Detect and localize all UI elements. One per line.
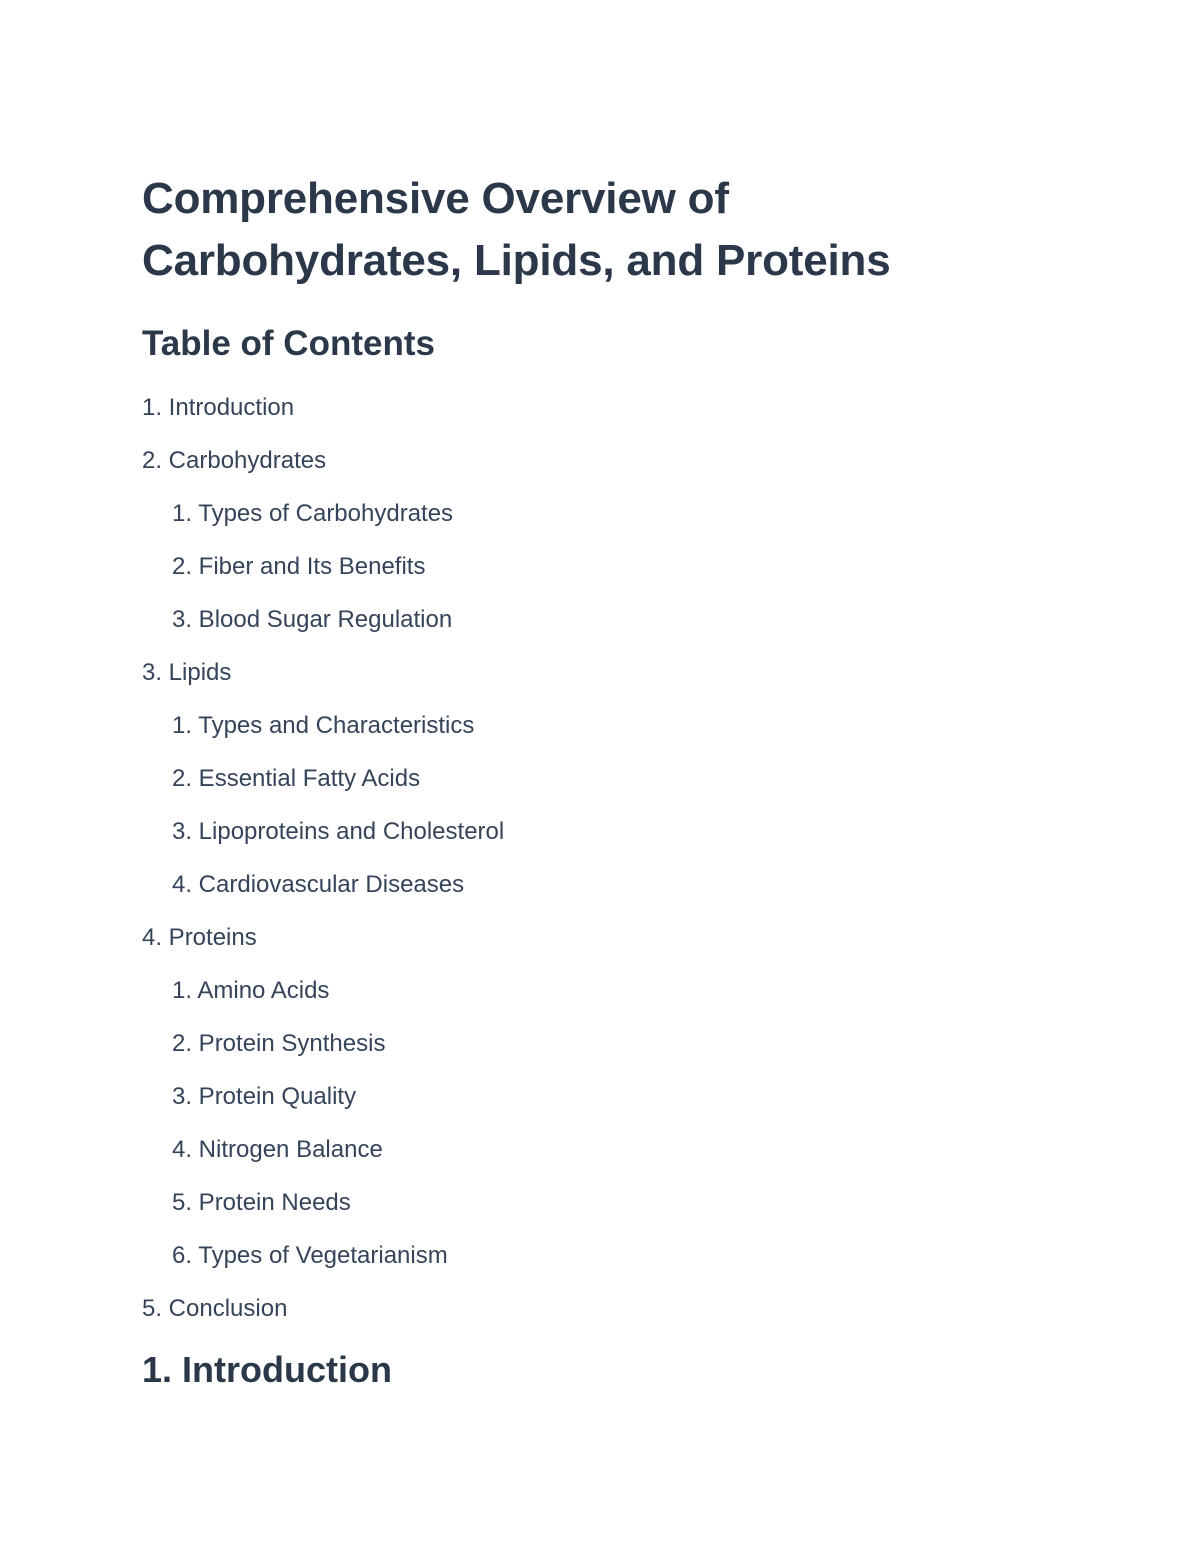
- toc-item-conclusion[interactable]: 5. Conclusion: [142, 1295, 288, 1322]
- document-page: [142, 168, 1042, 1392]
- toc-item-essential-fatty-acids[interactable]: 2. Essential Fatty Acids: [172, 765, 421, 792]
- toc-item-carbohydrates[interactable]: 2. Carbohydrates: [142, 447, 327, 474]
- toc-heading: Table of Contents: [142, 324, 435, 363]
- toc-item-cardiovascular-diseases[interactable]: 4. Cardiovascular Diseases: [172, 871, 465, 898]
- table-of-contents: [142, 394, 1042, 1323]
- toc-item-types-and-characteristics[interactable]: 1. Types and Characteristics: [172, 712, 475, 739]
- toc-item-fiber-benefits[interactable]: 2. Fiber and Its Benefits: [172, 553, 426, 580]
- toc-item-amino-acids[interactable]: 1. Amino Acids: [172, 977, 330, 1004]
- section-heading-introduction: 1. Introduction: [142, 1349, 392, 1390]
- toc-item-protein-quality[interactable]: 3. Protein Quality: [172, 1083, 357, 1110]
- toc-item-protein-synthesis[interactable]: 2. Protein Synthesis: [172, 1030, 386, 1057]
- toc-item-nitrogen-balance[interactable]: 4. Nitrogen Balance: [172, 1136, 383, 1163]
- toc-item-introduction[interactable]: 1. Introduction: [142, 394, 295, 421]
- document-title: [142, 168, 1042, 292]
- document-title-line-1: Comprehensive Overview of: [142, 174, 729, 223]
- toc-item-proteins[interactable]: 4. Proteins: [142, 924, 257, 951]
- toc-item-protein-needs[interactable]: 5. Protein Needs: [172, 1189, 351, 1216]
- toc-item-types-of-carbohydrates[interactable]: 1. Types of Carbohydrates: [172, 500, 454, 527]
- toc-item-lipids[interactable]: 3. Lipids: [142, 659, 232, 686]
- toc-item-types-of-vegetarianism[interactable]: 6. Types of Vegetarianism: [172, 1242, 448, 1269]
- toc-item-lipoproteins-cholesterol[interactable]: 3. Lipoproteins and Cholesterol: [172, 818, 505, 845]
- toc-item-blood-sugar-regulation[interactable]: 3. Blood Sugar Regulation: [172, 606, 453, 633]
- document-title-line-2: Carbohydrates, Lipids, and Proteins: [142, 236, 891, 285]
